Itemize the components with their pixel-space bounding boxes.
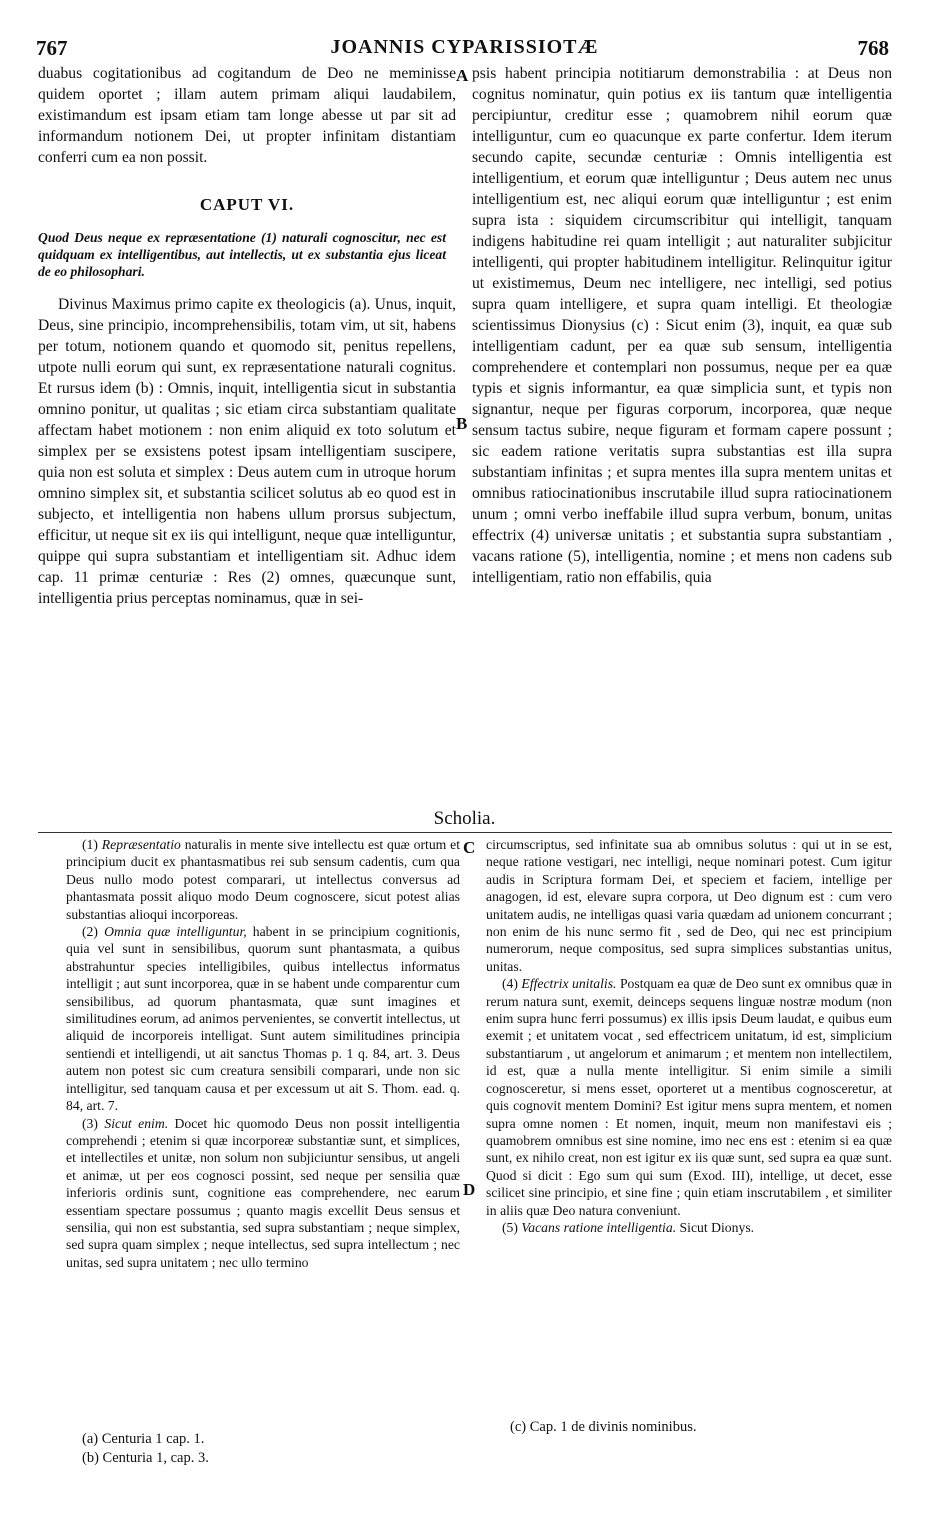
chapter-title: CAPUT VI. <box>199 195 295 214</box>
scholion-1 <box>66 836 460 923</box>
intro-paragraph: duabus cogitationibus ad cogitandum de Deo ne meminisse quidem oportet ; illam autem primam aliqui laudabilem, existimandum est ipsam etiam tam longe abesse ut par sit ad informandum notionem Dei, ut propter infinitam distantiam conferri cum ea non possit. <box>38 65 456 166</box>
footnote-a: (a) Centuria 1 cap. 1. <box>82 1431 205 1447</box>
scholion-4-label: (4) <box>502 976 518 992</box>
footnotes-left <box>82 1430 209 1468</box>
scholion-5-term: Vacans ratione intelligentia. <box>521 1219 677 1235</box>
running-header <box>0 36 929 62</box>
scholion-4-text: Postquam ea quæ de Deo sunt ex omnibus quæ in rerum natura sunt, exemit, deinceps sequens linguæ nostræ modum (non enim supra hunc ferri possumus) ex illis ipsis Deum laudat, e quibus eum exemit ; et unitatem vocat , sed effectricem unitatum, id est, simplicium substantiarum , ut angelorum et animarum ; et mentem non intellectilem, id est, quæ a nulla mente intelligitur. Si enim simile a simili cognosceretur, si mens esset, oporteret ut a mentibus cognosceretur, at quis cognovit mentem Domini? Est igitur mens supra mentem, et nomen supra omne nomen : Et nomen, inquit, meum non manifestavi eis ; quamobrem omnibus est sine nomine, imo nec ens est : etenim si ea quæ sunt, ex nihilo creat, non est igitur ex iis quæ sunt, sed supra ea quæ sunt. Quod si dicit : Ego sum qui sum (Exod. III), intellige, ut decet, esse scilicet sine principio, et sine fine ; quin etiam inscrutabilem , et similiter in aliis quæ Deo natura conveniunt. <box>486 976 892 1218</box>
scholion-1-label: (1) <box>82 837 98 852</box>
footnotes-right <box>510 1418 696 1437</box>
right-text-column <box>472 63 892 588</box>
main-paragraph-left: Divinus Maximus primo capite ex theologicis (a). Unus, inquit, Deus, sine principio, incomprehensibilis, totam vim, ut sit, habens per totum, notionem quando et quomodo sit, penitus repellens, utpote nulli eorum qui sunt, ex repræsentatione naturali cognitus. Et rursus idem (b) : Omnis, inquit, intelligentia sicut in substantia omnino ponitur, ut qualitas ; sic etiam circa substantiam qualitate affectam habet motionem : non enim aliquid ex toto solutum et simplex per se exsistens potest ipsam intelligentiam suscipere, quia non est soluta et simplex : Deus autem cum in utroque horum omnino simplex sit, et substantia scilicet solutus ab eo quod est in subjecto, et intelligentia non habens ullum prorsus subjectum, efficitur, ut neque sit ex iis qui intelligunt, neque quæ intelliguntur, quippe qui supra substantiam et intelligentiam sit. Adhuc idem cap. 11 primæ centuriæ : Res (2) omnes, quæcunque sunt, intelligentia prius perceptas nominamus, quæ in sei- <box>38 296 456 607</box>
scholion-3-continued: circumscriptus, sed infinitate sua ab omnibus solutus : qui ut in se est, neque ratione vestigari, nec intelligi, neque nominari potest. Cum igitur audis in Scriptura formam Dei, et speciem et faciem, intellige per anagogen, id est, elevare supra corpora, ut Deo dignum est : cum vero unitatem audis, ne intelligas quasi varia quædam ad unionem concurrant ; non enim de his nunc sermo fit , sed de Deo, qui nec est principium numerorum, neque compositus, sed supra simplices substantias unitus, unitas. <box>486 837 892 974</box>
margin-letter-d: D <box>463 1180 476 1199</box>
footnote-c: (c) Cap. 1 de divinis nominibus. <box>510 1419 697 1435</box>
scholion-1-text: naturalis in mente sive intellectu est quæ ortum et principium ducit ex phantasmatibus rei sub sensum cadentis, cum qua Deus nullo modo potest comparari, ut intellectus conversus ad phantasmata possit aliquo modo Deum cognoscere, sicut potest alias substantias alioqui incorporeas. <box>66 837 461 922</box>
scholion-1-term: Repræsentatio <box>101 837 181 852</box>
scholia-divider <box>38 832 892 833</box>
chapter-summary: Quod Deus neque ex repræsentatione (1) naturali cognoscitur, nec est quidquam ex intelligentibus, aut intellectis, ut ex substantia ejus liceat de eo philosophari. <box>38 230 446 279</box>
scholia-left-column <box>66 836 460 1271</box>
margin-letter-a: A <box>456 66 469 85</box>
left-text-column <box>38 63 456 609</box>
margin-letter-b: B <box>456 414 468 433</box>
scholion-5-label: (5) <box>502 1219 518 1235</box>
scholion-2-text: habent in se principium cognitionis, quia vel sunt in sensibilibus, quorum sunt phantasmata, a quibus abstrahuntur species intelligibiles, quibus intellectus informatus intelligit ; aut sunt incorporea, quæ in se habent unde comparentur cum sensibilibus, ad quorum phantasmata, quæ sunt imagines et similitudines eorum, ad animos pervenientes, se convertit intellectus, ut aliquid de incorporeis intelligat. Sunt autem similitudines principia sentiendi et intelligendi, ut ait sanctus Thomas p. 1 q. 84, art. 3. Deus autem non potest sic cum creatura sensibili comparari, unde non sic intelligitur, sed tanquam causa et per excessum ut ait S. Thom. ead. q. 84, art. 7. <box>66 924 460 1114</box>
scholion-5-text: Sicut Dionys. <box>679 1219 755 1235</box>
page-number-left: 767 <box>36 36 68 60</box>
margin-letter-c: C <box>463 838 476 857</box>
scholion-4-term: Effectrix unitalis. <box>521 976 617 992</box>
scholion-3-label: (3) <box>82 1115 98 1131</box>
scholia-right-column <box>486 836 892 1236</box>
scholia-title: Scholia. <box>433 808 496 829</box>
scholion-3-text: Docet hic quomodo Deus non possit intelligentia comprehendi ; etenim si quæ incorporeæ substantiæ sunt, et simplices, et intellectiles et unitæ, non solum non subjiciuntur sensibus, ut angeli et animæ, ut per eos cognosci possint, sed neque per sensilia quæ inferioris ordinis sunt, cognitione eas comprehendere, nec earum essentiam spectare possumus ; quanto magis excellit Deus sensus et sensilia, qui non est substantia, sed supra substantiam ; neque simplex, sed supra quam simplex ; neque intellectus, sed supra intellectum ; nec unitas, sed supra unitatem ; nec ullo termino <box>66 1115 460 1270</box>
main-paragraph-right: psis habent principia notitiarum demonstrabilia : at Deus non cognitus nominatur, quin potius ex iis tantum quæ intelligentia percipiuntur, creditur esse ; quamobrem nihil eorum quæ intelliguntur, cum eo quacunque ex parte confertur. Idem iterum secundo capite, secundæ centuriæ : Omnis intelligentia est intelligentium, et eorum quæ intelliguntur ; Deus autem nec unus intelligentium est, nec aliqui eorum quæ intelliguntur ; est enim supra ista : siquidem circumscribitur qui intelligit, tanquam indigens habitudine rei quam intelligit ; aut naturaliter subjicitur intelligenti, qui propter habitudinem intelligitur. Relinquitur igitur ut existimemus, Deum nec intelligere, nec intelligi, sed potius supra quam intelligere, et supra quam intelligi. Et theologiæ scientissimus Dionysius (c) : Sicut enim (3), inquit, ea quæ sub intelligentiam cadunt, per ea quæ sub sensum, intelligentia comprehendere et contemplari non possumus, neque per ea quæ typis et signis informantur, ea quæ simplicia sunt, et typis non signantur, neque per figuras corporum, incorporea, quæ neque sensum tactus subire, neque figuram et formam capere possunt ; sic eadem ratione veritatis supra substantias est illa supra substantiam infinitas ; et supra mentes illa supra mentem unitas et omnibus ratiocinationibus inscrutabile illud supra ratiocinationem unum ; omni verbo ineffabile illud supra verbum, bonum, unitas effectrix (4) universæ unitatis ; et substantia supra substantiam , vacans ratione (5), intelligentia, nomine ; et mens non cadens sub intelligentiam, ratio non effabilis, quia <box>472 65 892 586</box>
scholion-4 <box>486 975 892 1219</box>
scholion-2-label: (2) <box>82 924 98 940</box>
running-title: JOANNIS CYPARISSIOTÆ <box>330 36 599 58</box>
footnote-b: (b) Centuria 1, cap. 3. <box>82 1450 209 1466</box>
scholion-3-term: Sicut enim. <box>104 1115 169 1131</box>
scholion-3 <box>66 1115 460 1272</box>
page-number-right: 768 <box>857 36 889 60</box>
scholion-5 <box>486 1219 892 1236</box>
scholion-2 <box>66 923 460 1114</box>
scholion-2-term: Omnia quæ intelliguntur, <box>104 924 247 940</box>
